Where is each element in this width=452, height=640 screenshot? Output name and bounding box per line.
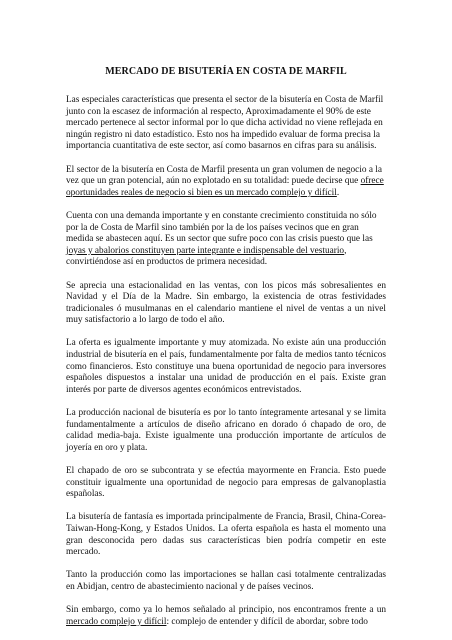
paragraph-3-text-b: , convirtiéndose así en productos de primera necesidad.	[66, 245, 347, 268]
paragraph-2-underlined: ofrece oportunidades reales de negocio si bien es un mercado complejo y difícil	[66, 176, 384, 198]
paragraph-10-text-b: : complejo de entender y difícil de abordar, sobre todo	[166, 616, 368, 627]
paragraph-5: La oferta es igualmente importante y muy atomizada. No existe aún una producción industrial de bisutería en el país, fundamentalmente por falta de medios tanto técnicos como financieros. Esto constituye una buena oportunidad de negocio para inversores españoles dispuestos a instalar una unidad de producción en el país. Existe gran interés por parte de diversos agentes económicos entrevistados.	[66, 338, 386, 395]
paragraph-3-underlined: joyas y abalorios constituyen parte integrante e indispensable del vestuario	[66, 245, 345, 256]
paragraph-3-text-a: Cuenta con una demanda importante y en constante crecimiento constituida no sólo por la de Costa de Marfil sino también por la de los países vecinos que en gran medida se abastecen aquí. Es un sector que sufre poco con las crisis puesto que las	[66, 210, 377, 245]
paragraph-10-text-a: Sin embargo, como ya lo hemos señalado al principio, nos encontramos frente a un	[66, 605, 386, 616]
paragraph-2-text-a: El sector de la bisutería en Costa de Marfil presenta un gran volumen de negocio a la vez que un gran potencial, aún no explotado en su totalidad: puede decirse que	[66, 164, 382, 187]
paragraph-9: Tanto la producción como las importaciones se hallan casi totalmente centralizadas en Abidjan, centro de abastecimiento nacional y de países vecinos.	[66, 570, 386, 592]
paragraph-7: El chapado de oro se subcontrata y se efectúa mayormente en Francia. Esto puede constituir igualmente una oportunidad de negocio para empresas de galvanoplastia españolas.	[66, 466, 386, 500]
paragraph-8: La bisutería de fantasía es importada principalmente de Francia, Brasil, China-Corea-Taiwan-Hong-Kong, y Estados Unidos. La oferta española es hasta el momento una gran desconocida pero dadas sus características bien podría competir en este mercado.	[66, 512, 386, 558]
paragraph-1: Las especiales características que presenta el sector de la bisutería en Costa de Marfil junto con la escasez de información al respecto, Aproximadamente el 90% de este mercado pertenece al sector informal por lo que dicha actividad no viene reflejada en ningún registro ni dato estadístico. Esto nos ha impedido evaluar de forma precisa la importancia cuantitativa de este sector, así como basarnos en cifras para su análisis.	[66, 95, 384, 152]
paragraph-10-underlined: mercado complejo y difícil	[66, 616, 167, 627]
paragraph-2	[66, 165, 386, 200]
paragraph-6: La producción nacional de bisutería es por lo tanto íntegramente artesanal y se limita fundamentalmente a artículos de diseño africano en dorado ó chapado de oro, de calidad media-baja. Existe igualmente una producción importante de artículos de joyería en oro y plata.	[66, 408, 386, 453]
paragraph-3	[66, 211, 386, 269]
paragraph-10	[66, 605, 386, 628]
paragraph-4: Se aprecia una estacionalidad en las ventas, con los picos más sobresalientes en Navidad y el Día de la Madre. Sin embargo, la existencia de otras festividades tradicionales ó musulmanas en el calendario mantiene el nivel de ventas a un nivel muy satisfactorio a lo largo de todo el año.	[66, 280, 386, 326]
document-title: MERCADO DE BISUTERÍA EN COSTA DE MARFIL	[105, 66, 347, 77]
paragraph-2-text-b: .	[336, 187, 340, 198]
